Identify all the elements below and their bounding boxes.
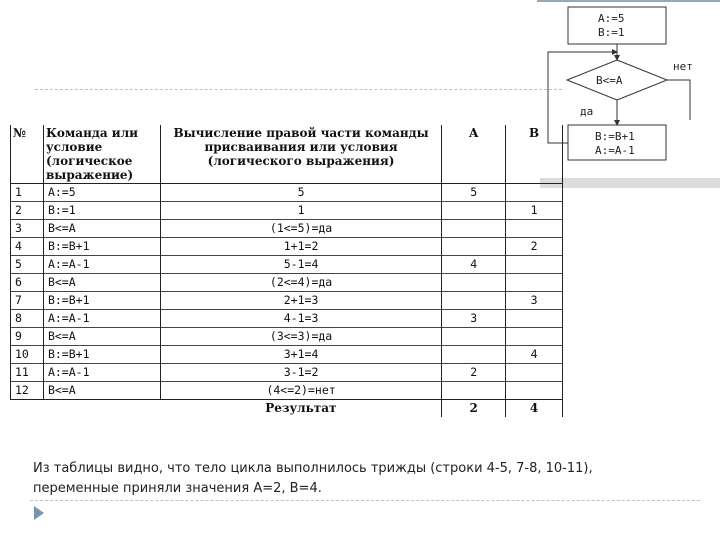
row-num: 12 xyxy=(11,382,44,400)
row-a xyxy=(442,382,506,400)
header-a: A xyxy=(442,125,506,184)
row-a xyxy=(442,202,506,220)
caption-line-2: переменные приняли значения A=2, B=4. xyxy=(33,481,322,496)
table-row xyxy=(11,292,563,310)
row-b xyxy=(506,328,563,346)
row-calc: 1+1=2 xyxy=(160,238,441,256)
caption xyxy=(33,459,693,499)
row-calc: (2<=4)=да xyxy=(160,274,441,292)
row-b xyxy=(506,274,563,292)
row-a xyxy=(442,274,506,292)
row-command: B<=A xyxy=(43,220,160,238)
table-row xyxy=(11,346,563,364)
row-a xyxy=(442,292,506,310)
condition-label: B<=A xyxy=(596,74,623,87)
row-a xyxy=(442,220,506,238)
flowchart xyxy=(540,0,720,190)
row-num: 4 xyxy=(11,238,44,256)
row-num: 1 xyxy=(11,184,44,202)
table-row xyxy=(11,310,563,328)
row-b xyxy=(506,184,563,202)
table-row xyxy=(11,220,563,238)
row-num: 2 xyxy=(11,202,44,220)
row-calc: 3+1=4 xyxy=(160,346,441,364)
body-line-2: A:=A-1 xyxy=(595,144,635,157)
row-command: B<=A xyxy=(43,328,160,346)
trace-table xyxy=(10,125,563,417)
row-b: 3 xyxy=(506,292,563,310)
row-num: 10 xyxy=(11,346,44,364)
row-b xyxy=(506,256,563,274)
bullet-arrow-icon xyxy=(34,506,44,520)
row-calc: (1<=5)=да xyxy=(160,220,441,238)
row-command: B:=B+1 xyxy=(43,238,160,256)
row-calc: 2+1=3 xyxy=(160,292,441,310)
row-b: 2 xyxy=(506,238,563,256)
table-row xyxy=(11,274,563,292)
row-calc: 5-1=4 xyxy=(160,256,441,274)
row-num: 3 xyxy=(11,220,44,238)
header-num: № xyxy=(11,125,44,184)
table-row xyxy=(11,238,563,256)
row-num: 7 xyxy=(11,292,44,310)
row-a: 2 xyxy=(442,364,506,382)
table-row xyxy=(11,382,563,400)
row-command: A:=5 xyxy=(43,184,160,202)
row-num: 6 xyxy=(11,274,44,292)
row-b xyxy=(506,220,563,238)
table-row xyxy=(11,184,563,202)
table-row xyxy=(11,328,563,346)
header-b: B xyxy=(506,125,563,184)
header-calc: Вычисление правой части команды присваивания или условия (логического выражения) xyxy=(160,125,441,184)
no-label: нет xyxy=(673,60,693,73)
flowchart-shadow-band xyxy=(540,178,720,188)
row-a: 5 xyxy=(442,184,506,202)
row-num: 11 xyxy=(11,364,44,382)
row-b: 4 xyxy=(506,346,563,364)
row-command: B:=B+1 xyxy=(43,292,160,310)
row-calc: (3<=3)=да xyxy=(160,328,441,346)
row-a: 3 xyxy=(442,310,506,328)
caption-line-1: Из таблицы видно, что тело цикла выполнилось трижды (строки 4-5, 7-8, 10-11), xyxy=(33,461,593,476)
result-label: Результат xyxy=(160,400,441,418)
row-a: 4 xyxy=(442,256,506,274)
row-a xyxy=(442,346,506,364)
row-b: 1 xyxy=(506,202,563,220)
row-calc: (4<=2)=нет xyxy=(160,382,441,400)
row-calc: 5 xyxy=(160,184,441,202)
row-num: 8 xyxy=(11,310,44,328)
row-b xyxy=(506,364,563,382)
table-row xyxy=(11,256,563,274)
row-command: B:=1 xyxy=(43,202,160,220)
table-row xyxy=(11,364,563,382)
row-b xyxy=(506,382,563,400)
result-a: 2 xyxy=(442,400,506,418)
yes-label: да xyxy=(580,105,594,118)
init-line-2: B:=1 xyxy=(598,26,625,39)
row-a xyxy=(442,238,506,256)
row-command: B<=A xyxy=(43,274,160,292)
row-command: B:=B+1 xyxy=(43,346,160,364)
body-line-1: B:=B+1 xyxy=(595,130,635,143)
row-command: A:=A-1 xyxy=(43,364,160,382)
row-command: A:=A-1 xyxy=(43,310,160,328)
header-command: Команда или условие (логическое выражение) xyxy=(43,125,160,184)
result-row xyxy=(11,400,563,418)
row-calc: 4-1=3 xyxy=(160,310,441,328)
table-row xyxy=(11,202,563,220)
row-b xyxy=(506,310,563,328)
init-line-1: A:=5 xyxy=(598,12,625,25)
dashed-divider-top xyxy=(35,89,562,90)
row-calc: 1 xyxy=(160,202,441,220)
row-num: 9 xyxy=(11,328,44,346)
dashed-divider-bottom xyxy=(30,500,700,501)
row-a xyxy=(442,328,506,346)
row-calc: 3-1=2 xyxy=(160,364,441,382)
row-command: A:=A-1 xyxy=(43,256,160,274)
row-num: 5 xyxy=(11,256,44,274)
row-command: B<=A xyxy=(43,382,160,400)
result-b: 4 xyxy=(506,400,563,418)
table-header-row xyxy=(11,125,563,184)
